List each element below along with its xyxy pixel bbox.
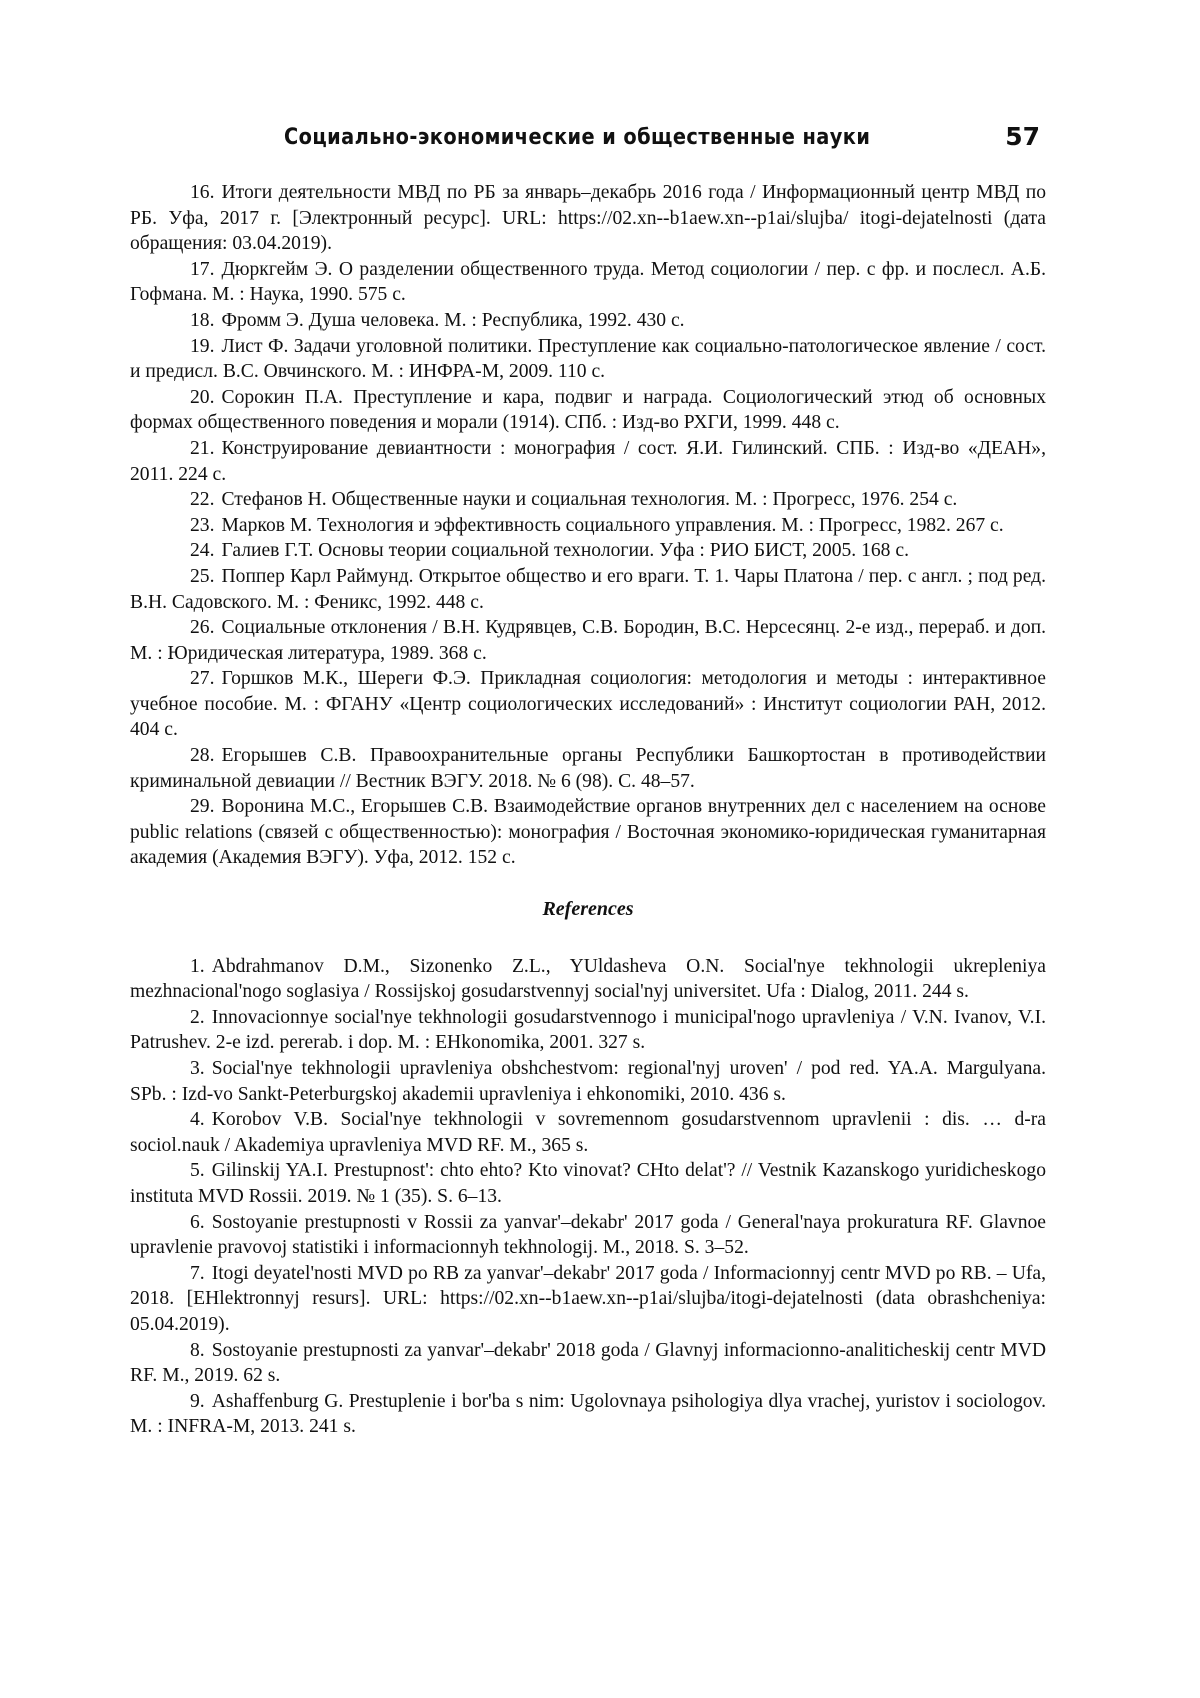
bibliography-entry-number: 16. <box>190 182 215 203</box>
bibliography-entry <box>130 794 1046 871</box>
bibliography-entry-number: 26. <box>190 617 215 639</box>
references-list <box>130 954 1046 1440</box>
bibliography-entry-number: 25. <box>190 565 215 587</box>
bibliography-entry-text: Поппер Карл Раймунд. Открытое общество и его враги. Т. 1. Чары Платона / пер. с англ. ; под ред. В.Н. Садовского. М. : Феникс, 1992. 448 с. <box>130 565 1046 613</box>
reference-entry <box>130 1056 1046 1107</box>
bibliography-entry-text: Итоги деятельности МВД по РБ за январь–декабрь 2016 года / Информационный центр МВД по РБ. Уфа, 2017 г. [Электронный ресурс]. URL: https://02.xn--b1aew.xn--p1ai/slujba/ itogi-dejatelnosti (дата обращения: 03.04.2019). <box>130 182 1046 255</box>
reference-entry-text: Ashaffenburg G. Prestuplenie i bor'ba s nim: Ugolovnaya psihologiya dlya vrachej, yuristov i sociologov. M. : INFRA-M, 2013. 241 s. <box>130 1390 1046 1438</box>
reference-entry-number: 9. <box>190 1390 205 1412</box>
bibliography-entry-text: Марков М. Технология и эффективность социального управления. М. : Прогресс, 1982. 267 с. <box>221 514 1004 536</box>
running-title: Социально-экономические и общественные науки <box>284 124 871 150</box>
bibliography-list <box>130 180 1046 871</box>
bibliography-entry <box>130 257 1046 308</box>
reference-entry-number: 3. <box>190 1058 205 1079</box>
bibliography-entry-text: Стефанов Н. Общественные науки и социальная технология. М. : Прогресс, 1976. 254 с. <box>221 489 958 511</box>
reference-entry-number: 7. <box>190 1262 205 1284</box>
references-heading: References <box>542 898 634 921</box>
reference-entry <box>130 1338 1046 1389</box>
reference-entry-text: Social'nye tekhnologii upravleniya obshchestvom: regional'nyj uroven' / pod red. YA.A. Margulyana. SPb. : Izd-vo Sankt-Peterburgskoj akademii upravleniya i ehkonomiki, 2010. 436 s. <box>130 1058 1046 1105</box>
reference-entry-text: Itogi deyatel'nosti MVD po RB za yanvar'–dekabr' 2017 goda / Informacionnyj centr MVD po RB. – Ufa, 2018. [EHlektronnyj resurs]. URL: https://02.xn--b1aew.xn--p1ai/slujba/itogi-dejatelnosti (data obrashcheniya: 05.04.2019). <box>130 1262 1046 1335</box>
reference-entry-text: Gilinskij YA.I. Prestupnost': chto ehto? Kto vinovat? CHto delat'? // Vestnik Kazanskogo yuridicheskogo instituta MVD Rossii. 2019. № 1 (35). S. 6–13. <box>130 1160 1046 1207</box>
reference-entry <box>130 1005 1046 1056</box>
bibliography-entry <box>130 436 1046 487</box>
reference-entry-number: 1. <box>190 955 205 977</box>
bibliography-entry <box>130 487 1046 513</box>
bibliography-entry <box>130 308 1046 334</box>
bibliography-entry <box>130 666 1046 743</box>
bibliography-entry-number: 22. <box>190 489 215 511</box>
bibliography-entry-number: 20. <box>190 386 215 408</box>
bibliography-entry-text: Воронина М.С., Егорышев С.В. Взаимодействие органов внутренних дел с населением на основе public relations (связей с общественностью): монография / Восточная экономико-юридическая гуманитарная академия (Академия ВЭГУ). Уфа, 2012. 152 с. <box>130 796 1046 869</box>
reference-entry <box>130 1158 1046 1209</box>
reference-entry-number: 2. <box>190 1006 205 1028</box>
bibliography-entry <box>130 513 1046 539</box>
reference-entry-number: 8. <box>190 1339 205 1361</box>
bibliography-entry-text: Галиев Г.Т. Основы теории социальной технологии. Уфа : РИО БИСТ, 2005. 168 с. <box>221 540 909 562</box>
page-number: 57 <box>1005 122 1040 151</box>
bibliography-entry <box>130 180 1046 257</box>
bibliography-entry-number: 17. <box>190 258 215 280</box>
reference-entry-number: 5. <box>190 1160 205 1182</box>
bibliography-entry-number: 19. <box>190 335 215 357</box>
reference-entry <box>130 1261 1046 1338</box>
bibliography-entry-text: Социальные отклонения / В.Н. Кудрявцев, С.В. Бородин, В.С. Нерсесянц. 2-е изд., перераб. и доп. М. : Юридическая литература, 1989. 368 с. <box>130 617 1046 664</box>
bibliography-entry-text: Егорышев С.В. Правоохранительные органы Республики Башкортостан в противодействии криминальной девиации // Вестник ВЭГУ. 2018. № 6 (98). С. 48–57. <box>130 745 1046 792</box>
bibliography-entry-text: Фромм Э. Душа человека. М. : Республика, 1992. 430 с. <box>221 309 685 331</box>
bibliography-entry-text: Конструирование девиантности : монография / сост. Я.И. Гилинский. СПБ. : Изд-во «ДЕАН», 2011. 224 с. <box>130 437 1046 485</box>
bibliography-entry <box>130 538 1046 564</box>
reference-entry-number: 6. <box>190 1211 205 1233</box>
reference-entry-text: Sostoyanie prestupnosti za yanvar'–dekabr' 2018 goda / Glavnyj informacionno-analiticheskij centr MVD RF. M., 2019. 62 s. <box>130 1339 1046 1387</box>
bibliography-entry-text: Лист Ф. Задачи уголовной политики. Преступление как социально-патологическое явление / сост. и предисл. В.С. Овчинского. М. : ИНФРА-М, 2009. 110 с. <box>130 335 1046 383</box>
bibliography-entry-text: Дюркгейм Э. О разделении общественного труда. Метод социологии / пер. с фр. и послесл. А.Б. Гофмана. М. : Наука, 1990. 575 с. <box>130 258 1046 306</box>
running-header <box>130 122 1046 156</box>
bibliography-entry-number: 21. <box>190 437 215 459</box>
reference-entry-text: Abdrahmanov D.M., Sizonenko Z.L., YUldasheva O.N. Social'nye tekhnologii ukrepleniya mezhnacional'nogo soglasiya / Rossijskoj gosudarstvennyj social'nyj universitet. Ufa : Dialog, 2011. 244 s. <box>130 955 1046 1003</box>
bibliography-entry-number: 27. <box>190 668 215 690</box>
reference-entry <box>130 1389 1046 1440</box>
bibliography-entry-text: Горшков М.К., Шереги Ф.Э. Прикладная социология: методология и методы : интерактивное учебное пособие. М. : ФГАНУ «Центр социологических исследований» : Институт социологии РАН, 2012. 404 с. <box>130 668 1046 741</box>
main-text <box>130 180 1046 1440</box>
bibliography-entry <box>130 334 1046 385</box>
bibliography-entry-number: 28. <box>190 745 215 767</box>
bibliography-entry-number: 24. <box>190 540 215 562</box>
bibliography-entry <box>130 564 1046 615</box>
reference-entry <box>130 954 1046 1005</box>
bibliography-entry-number: 23. <box>190 514 215 536</box>
reference-entry-text: Innovacionnye social'nye tekhnologii gosudarstvennogo i municipal'nogo upravleniya / V.N. Ivanov, V.I. Patrushev. 2-e izd. pererab. i dop. M. : EHkonomika, 2001. 327 s. <box>130 1006 1046 1054</box>
reference-entry-number: 4. <box>190 1109 205 1131</box>
reference-entry-text: Korobov V.B. Social'nye tekhnologii v sovremennom gosudarstvennom upravlenii : dis. … d-ra sociol.nauk / Akademiya upravleniya MVD RF. M., 365 s. <box>130 1109 1046 1156</box>
reference-entry <box>130 1210 1046 1261</box>
bibliography-entry <box>130 743 1046 794</box>
bibliography-entry-number: 29. <box>190 796 215 818</box>
bibliography-entry-number: 18. <box>190 309 215 331</box>
reference-entry-text: Sostoyanie prestupnosti v Rossii za yanvar'–dekabr' 2017 goda / General'naya prokuratura RF. Glavnoe upravlenie pravovoj statistiki i informacionnyh tekhnologij. M., 2018. S. 3–52. <box>130 1211 1046 1259</box>
reference-entry <box>130 1107 1046 1158</box>
bibliography-entry-text: Сорокин П.А. Преступление и кара, подвиг и награда. Социологический этюд об основных формах общественного поведения и морали (1914). СПб. : Изд-во РХГИ, 1999. 448 с. <box>130 386 1046 434</box>
bibliography-entry <box>130 615 1046 666</box>
bibliography-entry <box>130 385 1046 436</box>
